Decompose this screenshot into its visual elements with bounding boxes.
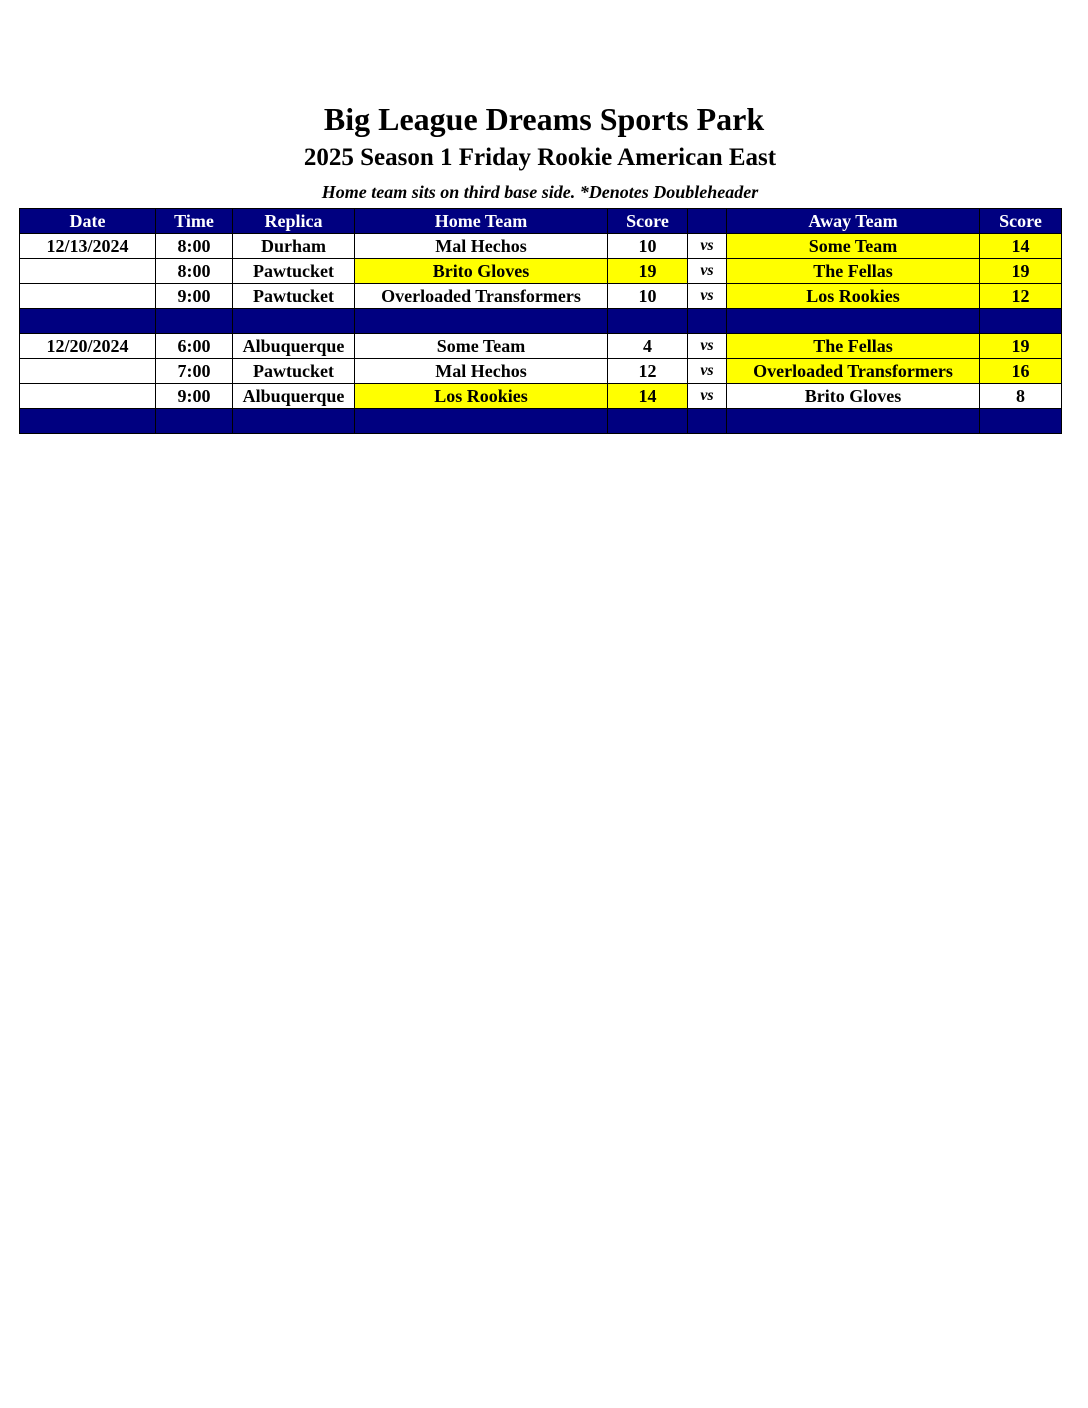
time-cell: 9:00 <box>156 284 233 309</box>
table-row <box>20 384 1062 409</box>
home-team-cell: Overloaded Transformers <box>355 284 608 309</box>
home-score-cell: 4 <box>608 334 688 359</box>
col-header-away-score: Score <box>980 209 1062 234</box>
col-header-date: Date <box>20 209 156 234</box>
away-team-cell: The Fellas <box>727 334 980 359</box>
vs-cell: vs <box>688 259 727 284</box>
vs-cell: vs <box>688 284 727 309</box>
date-cell: 12/20/2024 <box>20 334 156 359</box>
date-cell: 12/13/2024 <box>20 234 156 259</box>
home-team-cell: Mal Hechos <box>355 359 608 384</box>
home-team-cell: Some Team <box>355 334 608 359</box>
replica-cell: Albuquerque <box>233 334 355 359</box>
col-header-home-score: Score <box>608 209 688 234</box>
away-team-cell: Brito Gloves <box>727 384 980 409</box>
table-row <box>20 259 1062 284</box>
table-row <box>20 284 1062 309</box>
col-header-away-team: Away Team <box>727 209 980 234</box>
home-team-cell: Los Rookies <box>355 384 608 409</box>
vs-cell: vs <box>688 234 727 259</box>
time-cell: 7:00 <box>156 359 233 384</box>
home-score-cell: 19 <box>608 259 688 284</box>
away-team-cell: Los Rookies <box>727 284 980 309</box>
col-header-home-team: Home Team <box>355 209 608 234</box>
home-team-cell: Mal Hechos <box>355 234 608 259</box>
home-score-cell: 10 <box>608 284 688 309</box>
page-subtitle: 2025 Season 1 Friday Rookie American East <box>303 144 777 171</box>
home-score-cell: 12 <box>608 359 688 384</box>
separator-row <box>20 309 1062 334</box>
table-row <box>20 359 1062 384</box>
date-cell <box>20 359 156 384</box>
replica-cell: Pawtucket <box>233 284 355 309</box>
replica-cell: Pawtucket <box>233 359 355 384</box>
date-cell <box>20 259 156 284</box>
away-score-cell: 16 <box>980 359 1062 384</box>
vs-cell: vs <box>688 334 727 359</box>
page-title: Big League Dreams Sports Park <box>323 101 765 137</box>
header-row <box>20 209 1062 234</box>
col-header-replica: Replica <box>233 209 355 234</box>
home-team-cell: Brito Gloves <box>355 259 608 284</box>
home-score-cell: 10 <box>608 234 688 259</box>
home-score-cell: 14 <box>608 384 688 409</box>
away-score-cell: 14 <box>980 234 1062 259</box>
away-score-cell: 19 <box>980 334 1062 359</box>
replica-cell: Durham <box>233 234 355 259</box>
replica-cell: Albuquerque <box>233 384 355 409</box>
schedule-note: Home team sits on third base side. *Denotes Doubleheader <box>321 182 759 202</box>
time-cell: 6:00 <box>156 334 233 359</box>
away-score-cell: 8 <box>980 384 1062 409</box>
table-row <box>20 334 1062 359</box>
vs-cell: vs <box>688 384 727 409</box>
table-row <box>20 234 1062 259</box>
away-score-cell: 12 <box>980 284 1062 309</box>
col-header-time: Time <box>156 209 233 234</box>
date-cell <box>20 284 156 309</box>
date-cell <box>20 384 156 409</box>
time-cell: 8:00 <box>156 259 233 284</box>
away-score-cell: 19 <box>980 259 1062 284</box>
away-team-cell: Some Team <box>727 234 980 259</box>
replica-cell: Pawtucket <box>233 259 355 284</box>
away-team-cell: Overloaded Transformers <box>727 359 980 384</box>
vs-cell: vs <box>688 359 727 384</box>
away-team-cell: The Fellas <box>727 259 980 284</box>
time-cell: 9:00 <box>156 384 233 409</box>
time-cell: 8:00 <box>156 234 233 259</box>
schedule-table <box>19 208 1062 434</box>
separator-row <box>20 409 1062 434</box>
col-header-vs <box>688 209 727 234</box>
